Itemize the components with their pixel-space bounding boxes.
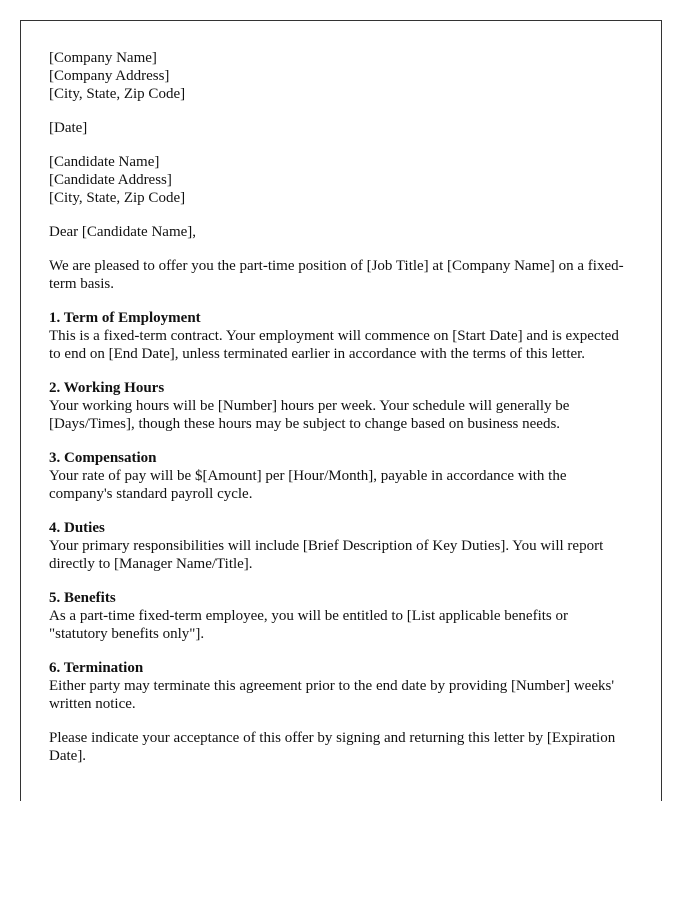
- section-heading: 3. Compensation: [49, 450, 157, 466]
- section-body: This is a fixed-term contract. Your employment will commence on [Start Date] and is expected to end on [End Date], unless terminated earlier in accordance with the terms of this letter.: [49, 328, 619, 362]
- date: [Date]: [49, 120, 88, 136]
- letter-content: [49, 49, 629, 765]
- section-heading: 1. Term of Employment: [49, 310, 201, 326]
- section-benefits: [49, 589, 629, 643]
- section-heading: 4. Duties: [49, 520, 105, 536]
- company-name: [Company Name]: [49, 50, 157, 66]
- section-body: As a part-time fixed-term employee, you will be entitled to [List applicable benefits or "statutory benefits only"].: [49, 608, 569, 642]
- section-hours: [49, 379, 629, 433]
- section-term: [49, 309, 629, 363]
- closing-paragraph: Please indicate your acceptance of this offer by signing and returning this letter by [Expiration Date].: [49, 730, 616, 764]
- letter-page: [20, 20, 662, 801]
- section-duties: [49, 519, 629, 573]
- company-city: [City, State, Zip Code]: [49, 86, 186, 102]
- section-body: Your rate of pay will be $[Amount] per [Hour/Month], payable in accordance with the company's standard payroll cycle.: [49, 468, 567, 502]
- section-body: Either party may terminate this agreement prior to the end date by providing [Number] weeks' written notice.: [49, 678, 615, 712]
- candidate-city: [City, State, Zip Code]: [49, 190, 186, 206]
- intro-paragraph: We are pleased to offer you the part-time position of [Job Title] at [Company Name] on a fixed-term basis.: [49, 258, 624, 292]
- section-body: Your primary responsibilities will include [Brief Description of Key Duties]. You will report directly to [Manager Name/Title].: [49, 538, 604, 572]
- section-body: Your working hours will be [Number] hours per week. Your schedule will generally be [Days/Times], though these hours may be subject to change based on business needs.: [49, 398, 570, 432]
- candidate-address: [Candidate Address]: [49, 172, 172, 188]
- section-heading: 5. Benefits: [49, 590, 116, 606]
- company-address: [Company Address]: [49, 68, 170, 84]
- recipient-block: [49, 153, 629, 207]
- candidate-name: [Candidate Name]: [49, 154, 160, 170]
- section-compensation: [49, 449, 629, 503]
- section-heading: 6. Termination: [49, 660, 144, 676]
- salutation: Dear [Candidate Name],: [49, 224, 197, 240]
- section-termination: [49, 659, 629, 713]
- section-heading: 2. Working Hours: [49, 380, 165, 396]
- sender-block: [49, 49, 629, 103]
